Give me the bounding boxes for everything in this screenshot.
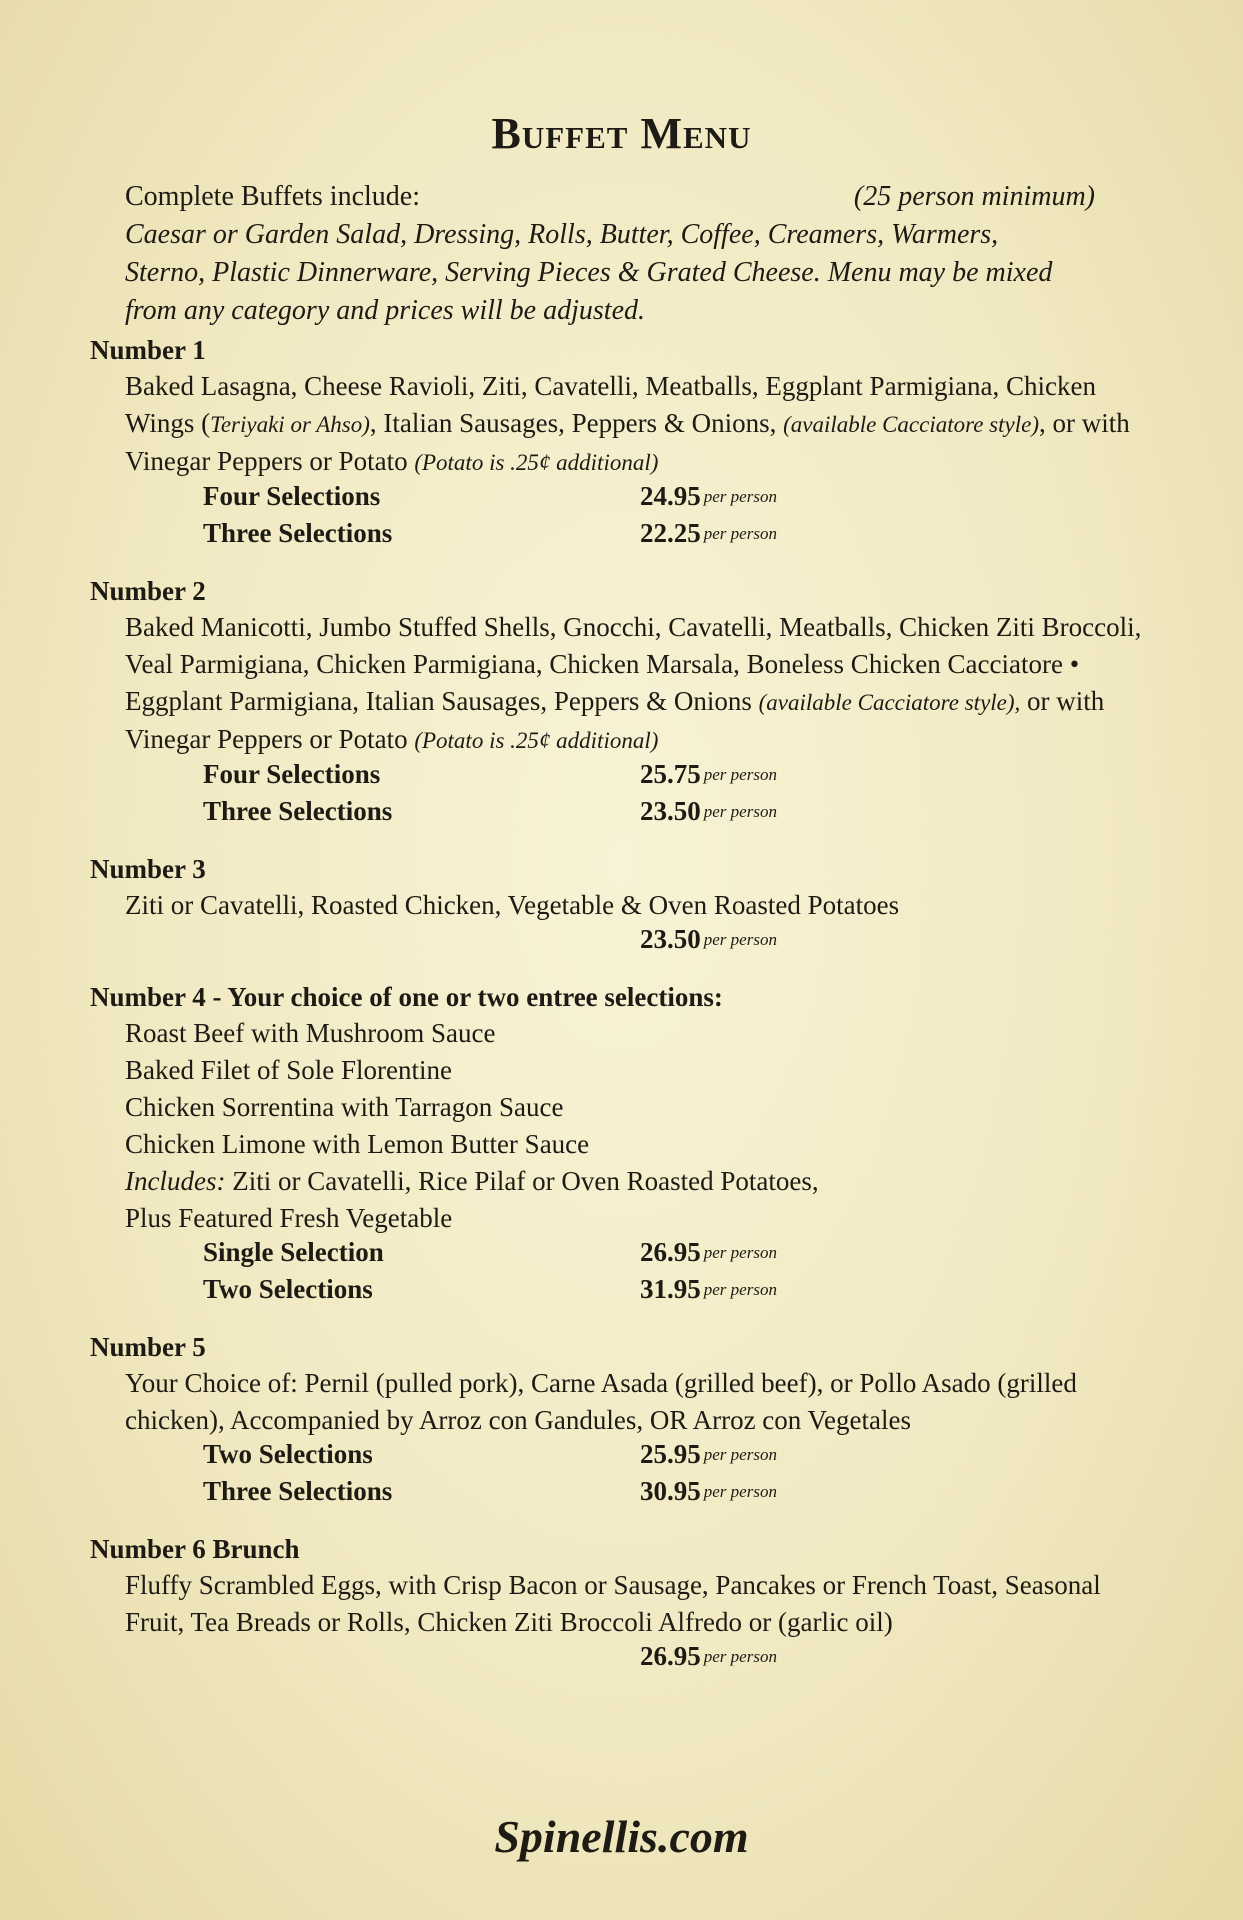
price-value: 24.95 <box>640 481 701 511</box>
section-title: Number 2 <box>90 576 206 606</box>
price-row <box>203 759 1150 796</box>
body-note: (available Cacciatore style) <box>783 412 1039 437</box>
price-value: 25.95 <box>640 1439 701 1469</box>
body-note: Teriyaki or Ahso) <box>210 412 370 437</box>
price-label: Four Selections <box>203 481 381 511</box>
section-title: Number 1 <box>90 335 206 365</box>
price-value: 23.50 <box>640 924 701 954</box>
price-row <box>203 1439 1150 1476</box>
body-text: Baked Lasagna, Cheese Ravioli, Ziti, Cavatelli, Meatballs, Eggplant Parmigiana, Chicken Wings ( <box>125 371 1096 438</box>
section-title: Number 5 <box>90 1332 206 1362</box>
section-title: Number 3 <box>90 854 206 884</box>
price-label: Single Selection <box>203 1237 384 1267</box>
per-person-label: per person <box>703 930 777 949</box>
includes-label: Includes: <box>125 1166 226 1196</box>
per-person-label: per person <box>703 765 777 784</box>
body-note: (Potato is .25¢ additional) <box>414 728 659 753</box>
price-label: Two Selections <box>203 1439 373 1469</box>
price-label: Two Selections <box>203 1274 373 1304</box>
per-person-label: per person <box>703 1482 777 1501</box>
section-body <box>125 609 1150 759</box>
price-value: 26.95 <box>640 1641 701 1671</box>
section-body: Fluffy Scrambled Eggs, with Crisp Bacon or Sausage, Pancakes or French Toast, Seasonal Fruit, Tea Breads or Rolls, Chicken Ziti Broccoli Alfredo or (garlic oil) <box>125 1570 1101 1637</box>
body-text: , or with Vinegar Peppers or Potato <box>125 408 1130 476</box>
price-value: 23.50 <box>640 796 701 826</box>
section-number-3 <box>90 851 1150 961</box>
per-person-label: per person <box>703 1445 777 1464</box>
website-footer: Spinellis.com <box>494 1811 749 1862</box>
price-label: Three Selections <box>203 518 393 548</box>
per-person-label: per person <box>703 1280 777 1299</box>
entree-item: Roast Beef with Mushroom Sauce <box>125 1018 496 1048</box>
section-body <box>125 1015 1150 1237</box>
section-body: Your Choice of: Pernil (pulled pork), Carne Asada (grilled beef), or Pollo Asado (grilled chicken), Accompanied by Arroz con Gandules, OR Arroz con Vegetales <box>125 1368 1077 1435</box>
price-row <box>203 1237 1150 1274</box>
body-text: , Italian Sausages, Peppers & Onions, <box>369 408 784 438</box>
body-note: (available Cacciatore style), <box>758 690 1021 715</box>
price-value: 25.75 <box>640 759 701 789</box>
section-title: Number 6 Brunch <box>90 1534 300 1564</box>
entree-item: Chicken Limone with Lemon Butter Sauce <box>125 1129 590 1159</box>
includes-line-2: Plus Featured Fresh Vegetable <box>125 1203 453 1233</box>
price-row <box>203 1476 1150 1513</box>
per-person-label: per person <box>703 487 777 506</box>
price-value: 30.95 <box>640 1476 701 1506</box>
price-row <box>640 924 1150 961</box>
intro-body: Caesar or Garden Salad, Dressing, Rolls, Butter, Coffee, Creamers, Warmers, Sterno, Plastic Dinnerware, Serving Pieces & Grated Cheese. Menu may be mixed from any category and prices will be adjusted. <box>125 219 1053 326</box>
includes-text: Ziti or Cavatelli, Rice Pilaf or Oven Roasted Potatoes, <box>225 1166 819 1196</box>
section-number-1 <box>90 332 1150 555</box>
price-label: Three Selections <box>203 796 393 826</box>
includes-line <box>125 1163 1150 1200</box>
body-text: Baked Manicotti, Jumbo Stuffed Shells, Gnocchi, Cavatelli, Meatballs, Chicken Ziti Broccoli, Veal Parmigiana, Chicken Parmigiana, Chicken Marsala, Boneless Chicken Cacciatore • Eggplant Parmigiana, Italian Sausages, Peppers & Onions <box>125 612 1142 716</box>
price-label: Four Selections <box>203 759 381 789</box>
section-title: Number 4 - Your choice of one or two entree selections: <box>90 982 723 1012</box>
price-value: 22.25 <box>640 518 701 548</box>
intro-minimum: (25 person minimum) <box>853 181 1095 212</box>
section-body <box>125 368 1150 481</box>
price-row <box>640 1641 1150 1678</box>
section-number-6 <box>90 1531 1150 1678</box>
section-body: Ziti or Cavatelli, Roasted Chicken, Vegetable & Oven Roasted Potatoes <box>125 890 900 920</box>
menu-title: Buffet Menu <box>491 109 752 158</box>
per-person-label: per person <box>703 524 777 543</box>
price-value: 26.95 <box>640 1237 701 1267</box>
per-person-label: per person <box>703 1243 777 1262</box>
per-person-label: per person <box>703 1647 777 1666</box>
price-row <box>203 481 1150 518</box>
price-row <box>203 796 1150 833</box>
section-number-5 <box>90 1329 1150 1513</box>
section-number-2 <box>90 573 1150 833</box>
entree-item: Chicken Sorrentina with Tarragon Sauce <box>125 1092 564 1122</box>
intro-first-line <box>125 178 1095 216</box>
price-value: 31.95 <box>640 1274 701 1304</box>
intro-heading: Complete Buffets include: <box>125 181 420 212</box>
section-number-4 <box>90 979 1150 1311</box>
per-person-label: per person <box>703 802 777 821</box>
body-note: (Potato is .25¢ additional) <box>414 450 659 475</box>
menu-sections <box>90 332 1150 1696</box>
price-label: Three Selections <box>203 1476 393 1506</box>
entree-item: Baked Filet of Sole Florentine <box>125 1055 452 1085</box>
price-row <box>203 1274 1150 1311</box>
price-row <box>203 518 1150 555</box>
intro-block <box>125 178 1125 330</box>
body-text: or with Vinegar Peppers or Potato <box>125 686 1105 754</box>
